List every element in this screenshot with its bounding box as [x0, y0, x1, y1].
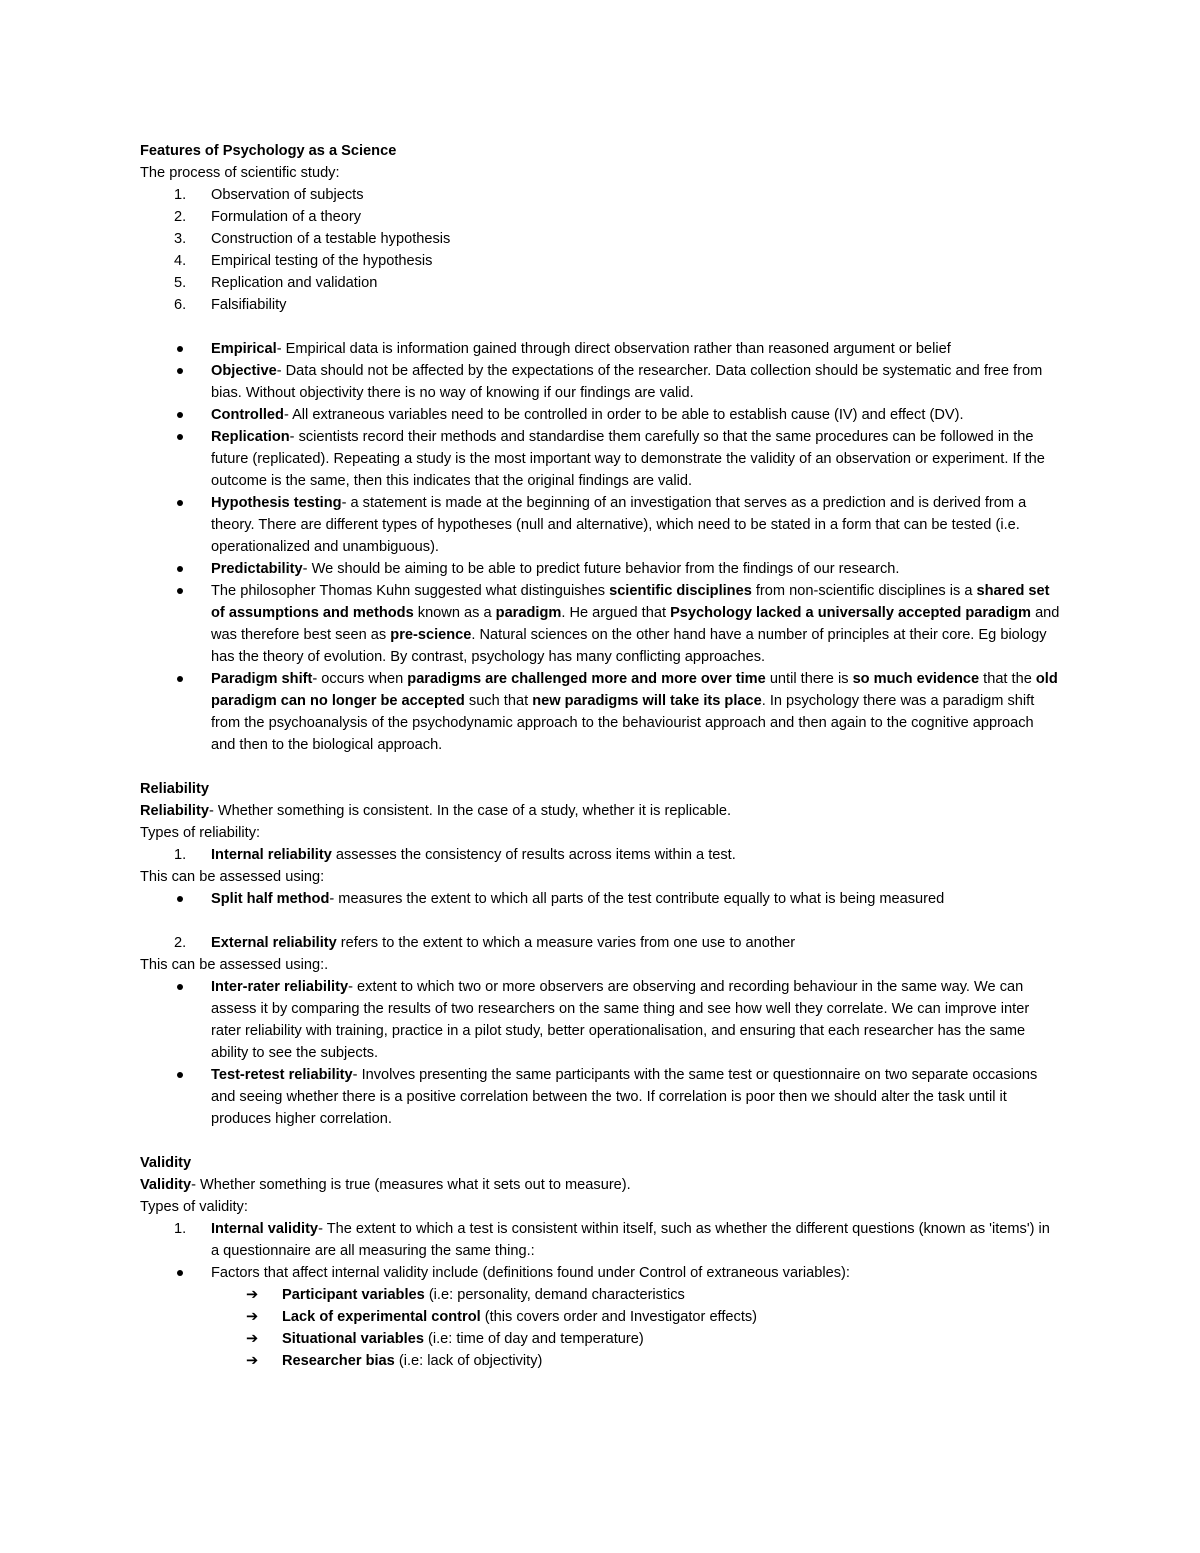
- list-item: [140, 668, 1060, 756]
- reliability-types-label: Types of reliability:: [140, 825, 261, 841]
- section-heading-validity: Validity: [140, 1155, 192, 1171]
- list-item-text: Empirical testing of the hypothesis: [211, 253, 433, 269]
- list-item-text: Observation of subjects: [211, 187, 364, 203]
- bullet-icon: [177, 1270, 183, 1276]
- list-item-text: Situational variables (i.e: time of day and temperature): [282, 1331, 644, 1347]
- bold-term: scientific disciplines: [609, 583, 752, 599]
- bold-term: Internal validity: [211, 1221, 319, 1237]
- list-item: [140, 1306, 1060, 1328]
- list-item: [140, 272, 1060, 294]
- bullet-icon: [177, 368, 183, 374]
- bold-term: new paradigms will take its place: [532, 693, 762, 709]
- list-item-text: Researcher bias (i.e: lack of objectivity): [282, 1353, 543, 1369]
- bold-term: External reliability: [211, 935, 337, 951]
- bold-term: Psychology lacked a universally accepted paradigm: [670, 605, 1032, 621]
- bold-term: old paradigm can no longer be accepted: [211, 671, 1058, 709]
- spacer: [140, 1130, 1060, 1152]
- list-number: 5.: [174, 275, 187, 291]
- reliability-definition: Reliability- Whether something is consistent. In the case of a study, whether it is replicable.: [140, 803, 732, 819]
- list-item: [140, 888, 1060, 910]
- list-item: [140, 338, 1060, 360]
- bold-term: pre-science: [390, 627, 472, 643]
- list-number: 4.: [174, 253, 187, 269]
- bold-term: Inter-rater reliability: [211, 979, 349, 995]
- bold-term: Controlled: [211, 407, 284, 423]
- list-item: [140, 228, 1060, 250]
- validity-types-label: Types of validity:: [140, 1199, 248, 1215]
- arrow-right-icon: ➔: [246, 1309, 259, 1325]
- list-item-text: Lack of experimental control (this covers order and Investigator effects): [282, 1309, 758, 1325]
- list-number: 2.: [174, 209, 187, 225]
- list-item-text: Replication- scientists record their methods and standardise them carefully so that the same procedures can be followed in the future (replicated). Repeating a study is the most important way to demonstrate the validity of an observation or experiment. If the outcome is the same, then this indicates that the original findings are valid.: [211, 429, 1045, 489]
- features-list: [140, 338, 1060, 756]
- list-item-text: Objective- Data should not be affected by the expectations of the researcher. Data collection should be systematic and free from bias. Without objectivity there is no way of knowing if our findings are valid.: [211, 363, 1043, 401]
- list-item-text: Factors that affect internal validity include (definitions found under Control of extraneous variables):: [211, 1265, 850, 1281]
- bold-term: Internal reliability: [211, 847, 332, 863]
- arrow-right-icon: ➔: [246, 1331, 259, 1347]
- list-item-text: Falsifiability: [211, 297, 287, 313]
- list-item-text: Split half method- measures the extent to which all parts of the test contribute equally to what is being measured: [211, 891, 945, 907]
- bold-term: Researcher bias: [282, 1353, 395, 1369]
- bold-term: Participant variables: [282, 1287, 425, 1303]
- list-item-text: Empirical- Empirical data is information gained through direct observation rather than reasoned argument or belief: [211, 341, 951, 357]
- spacer: [140, 316, 1060, 338]
- list-number: 6.: [174, 297, 187, 313]
- assessed-label: This can be assessed using:: [140, 869, 325, 885]
- list-item: [140, 1284, 1060, 1306]
- list-number: 2.: [174, 935, 187, 951]
- list-item: [140, 294, 1060, 316]
- section-heading-science: Features of Psychology as a Science: [140, 143, 397, 159]
- list-item: [140, 404, 1060, 426]
- bold-term: Replication: [211, 429, 290, 445]
- list-item-text: Paradigm shift- occurs when paradigms are challenged more and more over time until there is so much evidence that the old paradigm can no longer be accepted such that new paradigms will take its place. In psychology there was a paradigm shift from the psychoanalysis of the psychodynamic approach to the behaviourist approach and then again to the cognitive approach and then to the biological approach.: [211, 671, 1058, 753]
- bullet-icon: [177, 896, 183, 902]
- bold-term: Split half method: [211, 891, 330, 907]
- list-item: [140, 1064, 1060, 1130]
- list-item: [140, 206, 1060, 228]
- bold-term: paradigm: [495, 605, 562, 621]
- spacer: [140, 756, 1060, 778]
- list-item: [140, 184, 1060, 206]
- list-number: 1.: [174, 187, 187, 203]
- bullet-icon: [177, 412, 183, 418]
- list-item: [140, 1328, 1060, 1350]
- bold-term: paradigms are challenged more and more over time: [407, 671, 766, 687]
- bullet-icon: [177, 676, 183, 682]
- list-item: [140, 250, 1060, 272]
- list-item-text: Construction of a testable hypothesis: [211, 231, 451, 247]
- list-item-text: Internal validity- The extent to which a test is consistent within itself, such as whether the different questions (known as 'items') in a questionnaire are all measuring the same thing.:: [211, 1221, 1050, 1259]
- list-item: [140, 426, 1060, 492]
- bold-term: Paradigm shift: [211, 671, 313, 687]
- list-number: 1.: [174, 1221, 187, 1237]
- bullet-icon: [177, 984, 183, 990]
- bullet-icon: [177, 566, 183, 572]
- bold-term: so much evidence: [852, 671, 980, 687]
- bold-term: Validity: [140, 1177, 192, 1193]
- list-item-text: Replication and validation: [211, 275, 378, 291]
- list-item-text: Inter-rater reliability- extent to which two or more observers are observing and recording behaviour in the same way. We can assess it by comparing the results of two researchers on the same thing and see how well they correlate. We can improve inter rater reliability with training, practice in a pilot study, better operationalisation, and ensuring that each researcher has the same ability to see the subjects.: [211, 979, 1030, 1061]
- list-item-text: The philosopher Thomas Kuhn suggested what distinguishes scientific disciplines from non-scientific disciplines is a shared set of assumptions and methods known as a paradigm. He argued that Psychology lacked a universally accepted paradigm and was therefore best seen as pre-science. Natural sciences on the other hand have a number of principles at their core. Eg biology has the theory of evolution. By contrast, psychology has many conflicting approaches.: [211, 583, 1060, 665]
- list-number: 3.: [174, 231, 187, 247]
- spacer: [140, 910, 1060, 932]
- assessed-label: This can be assessed using:.: [140, 957, 329, 973]
- document-body: [140, 140, 1060, 1372]
- validity-definition: Validity- Whether something is true (measures what it sets out to measure).: [140, 1177, 631, 1193]
- list-item: [140, 360, 1060, 404]
- list-item-text: Formulation of a theory: [211, 209, 362, 225]
- list-item-text: Predictability- We should be aiming to be able to predict future behavior from the findings of our research.: [211, 561, 900, 577]
- bold-term: Reliability: [140, 803, 209, 819]
- arrow-right-icon: ➔: [246, 1353, 259, 1369]
- bold-term: Objective: [211, 363, 277, 379]
- bullet-icon: [177, 588, 183, 594]
- bold-term: shared set of assumptions and methods: [211, 583, 1050, 621]
- list-item-text: Controlled- All extraneous variables need to be controlled in order to be able to establish cause (IV) and effect (DV).: [211, 407, 964, 423]
- bold-term: Empirical: [211, 341, 277, 357]
- list-item: [140, 976, 1060, 1064]
- bullet-icon: [177, 346, 183, 352]
- bold-term: Situational variables: [282, 1331, 424, 1347]
- bullet-icon: [177, 1072, 183, 1078]
- list-item: [140, 1218, 1060, 1262]
- process-steps-list: [140, 184, 1060, 316]
- list-item: [140, 1262, 1060, 1284]
- bold-term: Test-retest reliability: [211, 1067, 353, 1083]
- bold-term: Hypothesis testing: [211, 495, 342, 511]
- list-item: [140, 932, 1060, 954]
- section-heading-reliability: Reliability: [140, 781, 209, 797]
- list-item: [140, 492, 1060, 558]
- bullet-icon: [177, 500, 183, 506]
- arrow-right-icon: ➔: [246, 1287, 259, 1303]
- list-item: [140, 580, 1060, 668]
- list-item: [140, 558, 1060, 580]
- list-item-text: Participant variables (i.e: personality, demand characteristics: [282, 1287, 685, 1303]
- list-item-text: Internal reliability assesses the consistency of results across items within a test.: [211, 847, 736, 863]
- bullet-icon: [177, 434, 183, 440]
- list-item: [140, 1350, 1060, 1372]
- list-item-text: External reliability refers to the extent to which a measure varies from one use to another: [211, 935, 796, 951]
- list-item: [140, 844, 1060, 866]
- list-item-text: Hypothesis testing- a statement is made at the beginning of an investigation that serves as a prediction and is derived from a theory. There are different types of hypotheses (null and alternative), which need to be stated in a form that can be tested (i.e. operationalized and unambiguous).: [211, 495, 1027, 555]
- list-number: 1.: [174, 847, 187, 863]
- bold-term: Lack of experimental control: [282, 1309, 481, 1325]
- list-item-text: Test-retest reliability- Involves presenting the same participants with the same test or questionnaire on two separate occasions and seeing whether there is a positive correlation between the two. If correlation is poor then we should alter the task until it produces higher correlation.: [211, 1067, 1038, 1127]
- bold-term: Predictability: [211, 561, 303, 577]
- process-intro: The process of scientific study:: [140, 165, 340, 181]
